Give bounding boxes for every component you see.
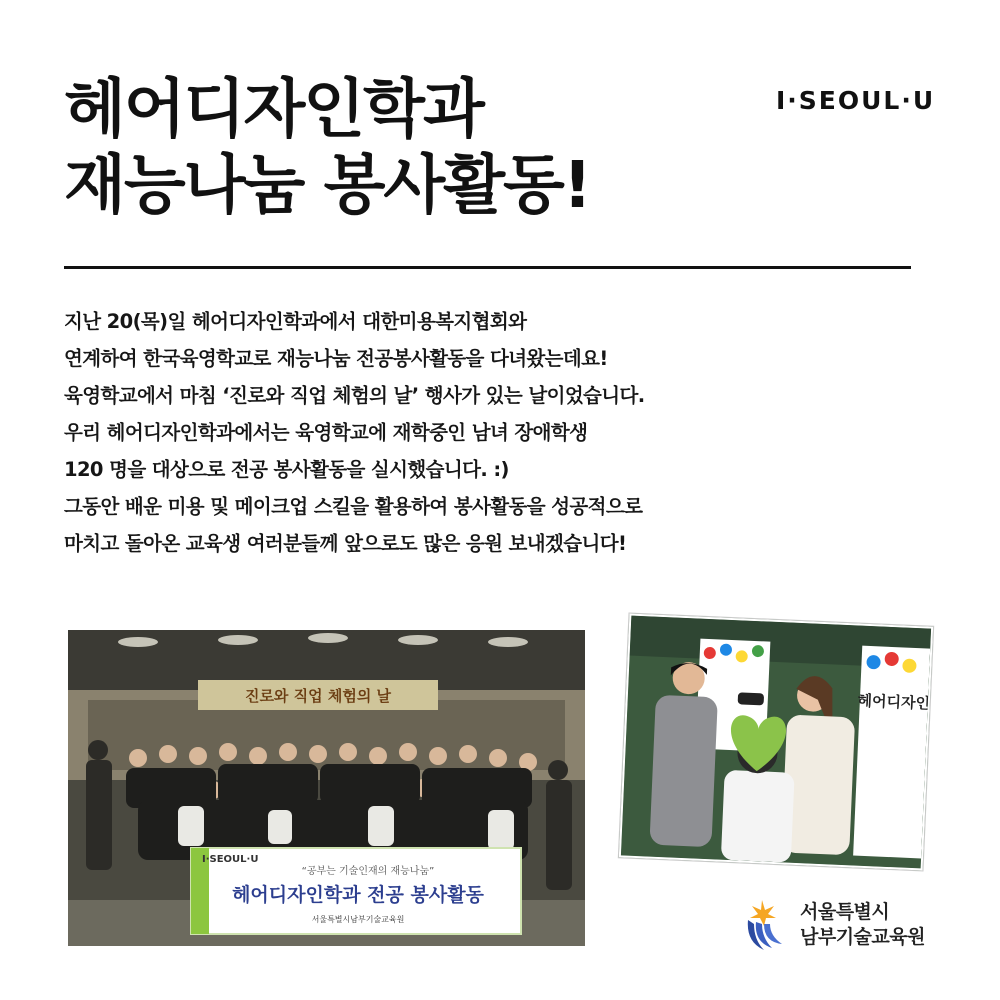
page-title bbox=[64, 72, 764, 224]
banner-title: 헤어디자인학과 전공 봉사활동 bbox=[232, 884, 484, 906]
i-seoul-u-brand: I·SEOUL·U bbox=[776, 86, 936, 115]
banner-subtitle: “공부는 기술인재의 재능나눔” bbox=[301, 866, 435, 877]
org-name-line-2: 남부기술교육원 bbox=[800, 926, 925, 948]
banner-org: 서울특별시남부기술교육원 bbox=[311, 915, 405, 924]
institution-logo bbox=[742, 898, 925, 952]
group-photo bbox=[68, 630, 585, 946]
body-line: 육영학교에서 마침 ‘진로와 직업 체험의 날’ 행사가 있는 날이었습니다. bbox=[64, 384, 645, 407]
activity-scene bbox=[621, 616, 931, 869]
group-banner bbox=[191, 848, 521, 934]
stage-banner-text: 진로와 직업 체험의 날 bbox=[244, 687, 392, 705]
title-line-2: 재능나눔 봉사활동! bbox=[64, 149, 591, 223]
title-line-1: 헤어디자인학과 bbox=[64, 73, 483, 147]
body-line: 그동안 배운 미용 및 메이크업 스킬을 활용하여 봉사활동을 성공적으로 bbox=[64, 495, 643, 518]
body-line: 120 명을 대상으로 전공 봉사활동을 실시했습니다. :) bbox=[64, 458, 509, 481]
body-line: 지난 20(목)일 헤어디자인학과에서 대한미용복지협회와 bbox=[64, 310, 527, 333]
body-line: 마치고 돌아온 교육생 여러분들께 앞으로도 많은 응원 보내겠습니다! bbox=[64, 532, 627, 555]
banner-brand: I·SEOUL·U bbox=[202, 854, 259, 865]
title-divider bbox=[64, 266, 911, 269]
group-photo-scene bbox=[68, 630, 585, 946]
hand-flame-logo-icon bbox=[742, 898, 790, 952]
body-line: 연계하여 한국육영학교로 재능나눔 전공봉사활동을 다녀왔는데요! bbox=[64, 347, 608, 370]
body-line: 우리 헤어디자인학과에서는 육영학교에 재학중인 남녀 장애학생 bbox=[64, 421, 588, 444]
board-text: 헤어디자인 bbox=[857, 691, 931, 713]
haircut-activity-photo bbox=[619, 613, 933, 870]
org-name-line-1: 서울특별시 bbox=[800, 901, 890, 923]
body-paragraph bbox=[64, 303, 924, 562]
